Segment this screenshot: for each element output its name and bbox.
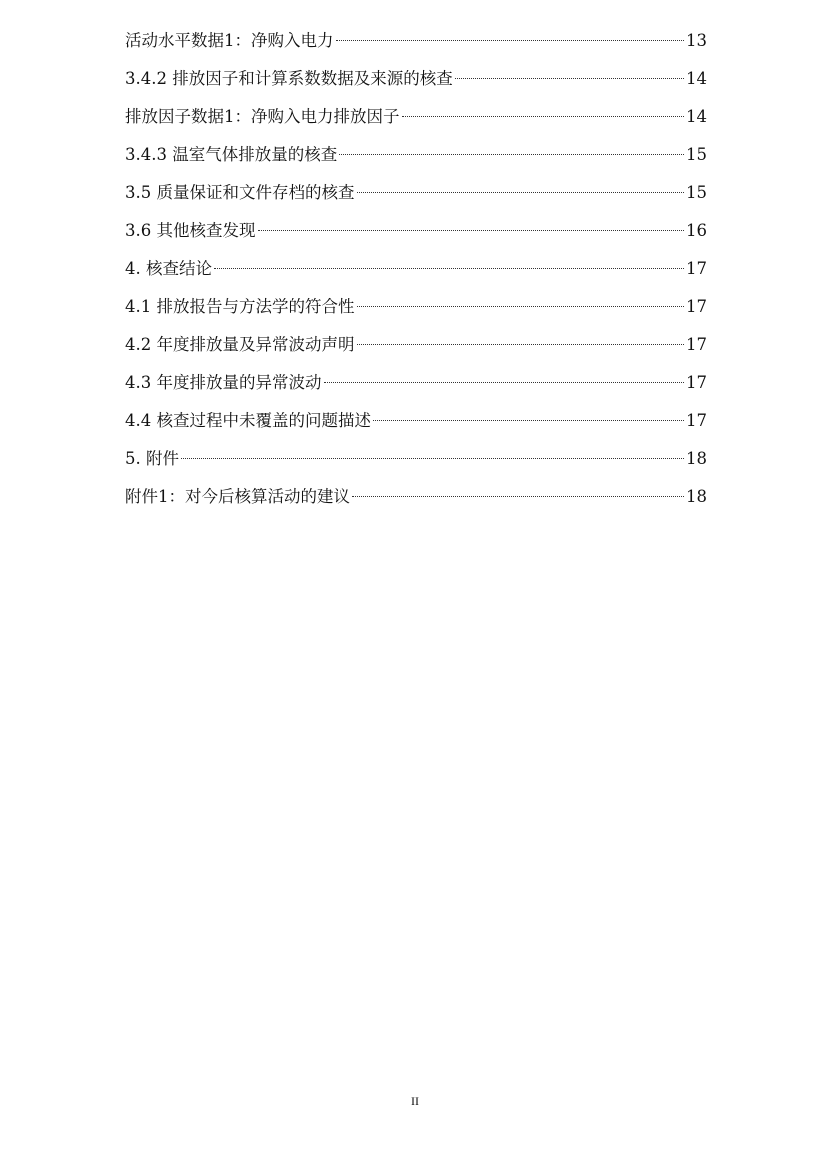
toc-entry[interactable]	[125, 136, 707, 174]
toc-leader-dots	[339, 154, 684, 155]
toc-entry-title: 4. 核查结论	[125, 259, 212, 278]
toc-leader-dots	[181, 458, 684, 459]
toc-entry-page: 18	[686, 449, 707, 468]
toc-entry[interactable]	[125, 440, 707, 478]
toc-entry-title: 3.6 其他核查发现	[125, 221, 256, 240]
toc-entry-page: 14	[686, 69, 707, 88]
toc-entry-page: 16	[686, 221, 707, 240]
toc-leader-dots	[214, 268, 684, 269]
toc-entry[interactable]	[125, 402, 707, 440]
toc-entry[interactable]	[125, 174, 707, 212]
toc-entry-title: 4.2 年度排放量及异常波动声明	[125, 335, 355, 354]
toc-entry-title: 3.4.2 排放因子和计算系数数据及来源的核查	[125, 69, 453, 88]
toc-leader-dots	[352, 496, 684, 497]
toc-entry-page: 17	[686, 259, 707, 278]
toc-entry-page: 15	[686, 145, 707, 164]
toc-entry[interactable]	[125, 288, 707, 326]
toc-entry-page: 13	[686, 31, 707, 50]
toc-leader-dots	[455, 78, 684, 79]
toc-leader-dots	[402, 116, 685, 117]
toc-leader-dots	[258, 230, 685, 231]
toc-entry-page: 18	[686, 487, 707, 506]
toc-entry[interactable]	[125, 364, 707, 402]
toc-leader-dots	[357, 192, 685, 193]
toc-leader-dots	[336, 40, 685, 41]
toc-entry[interactable]	[125, 60, 707, 98]
toc-leader-dots	[324, 382, 685, 383]
toc-entry-page: 17	[686, 373, 707, 392]
toc-entry-title: 3.4.3 温室气体排放量的核查	[125, 145, 338, 164]
toc-entry-title: 4.1 排放报告与方法学的符合性	[125, 297, 355, 316]
toc-leader-dots	[373, 420, 684, 421]
page-number: II	[411, 1094, 419, 1108]
toc-entry-title: 3.5 质量保证和文件存档的核查	[125, 183, 355, 202]
table-of-contents	[125, 22, 707, 516]
toc-entry-title: 4.3 年度排放量的异常波动	[125, 373, 322, 392]
toc-entry[interactable]	[125, 250, 707, 288]
toc-entry-title: 附件1：对今后核算活动的建议	[125, 487, 350, 506]
toc-entry-page: 17	[686, 297, 707, 316]
toc-entry-title: 5. 附件	[125, 449, 179, 468]
toc-entry-page: 14	[686, 107, 707, 126]
toc-entry-title: 活动水平数据1：净购入电力	[125, 31, 334, 50]
toc-entry-page: 17	[686, 411, 707, 430]
toc-entry-page: 17	[686, 335, 707, 354]
toc-entry[interactable]	[125, 478, 707, 516]
toc-entry[interactable]	[125, 326, 707, 364]
toc-leader-dots	[357, 306, 685, 307]
toc-entry[interactable]	[125, 212, 707, 250]
toc-leader-dots	[357, 344, 685, 345]
toc-entry[interactable]	[125, 98, 707, 136]
toc-entry-title: 4.4 核查过程中未覆盖的问题描述	[125, 411, 371, 430]
toc-entry[interactable]	[125, 22, 707, 60]
toc-entry-page: 15	[686, 183, 707, 202]
toc-entry-title: 排放因子数据1：净购入电力排放因子	[125, 107, 400, 126]
